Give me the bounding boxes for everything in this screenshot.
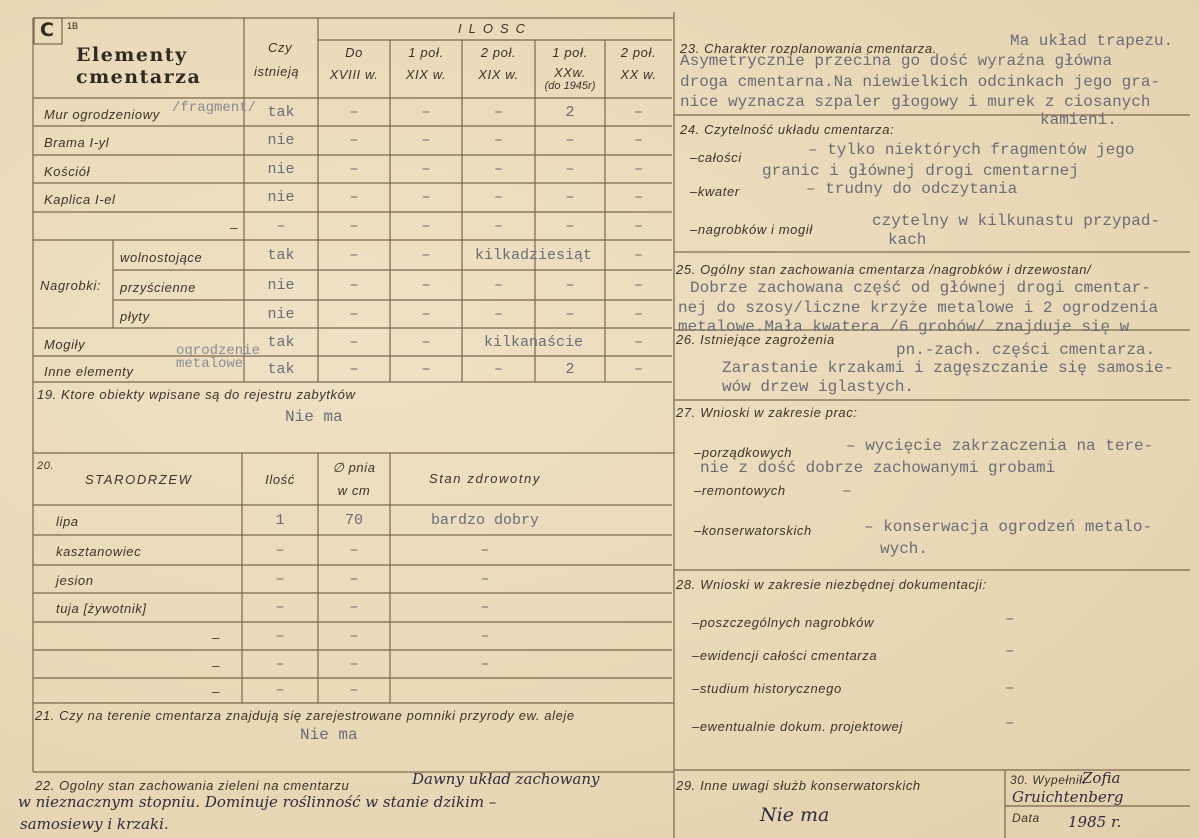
quantity-value: – — [633, 306, 643, 323]
quantity-value: – — [633, 334, 643, 351]
tree-diameter: – — [349, 628, 359, 645]
field26-value: wów drzew iglastych. — [722, 378, 915, 396]
count-header: Ilość — [265, 472, 295, 487]
column-header: Do — [345, 45, 363, 60]
calosci-label: –całości — [690, 150, 742, 165]
column-header: 1 poł. — [552, 45, 588, 60]
remontowych-value: – — [842, 482, 852, 500]
quantity-value: – — [493, 277, 503, 294]
tree-count: 1 — [275, 512, 285, 529]
field22-handwriting: w nieznacznym stopniu. Dominuje roślinność w stanie dzikim – — [18, 793, 497, 811]
field25-value: Dobrze zachowana część od głównej drogi cmentar- — [690, 279, 1151, 297]
row-label: Mogiły — [44, 337, 86, 352]
field25-label: 25. Ogólny stan zachowania cmentarza /nagrobków i drzewostan/ — [676, 263, 1092, 276]
quantity-value: kilkadziesiąt — [474, 247, 593, 264]
konserwatorskich-value: – konserwacja ogrodzeń metalo- — [864, 518, 1153, 536]
quantity-value: – — [349, 361, 359, 378]
field27-label: 27. Wnioski w zakresie prac: — [676, 405, 858, 420]
quantity-value: – — [633, 218, 643, 235]
field22-handwriting: Dawny układ zachowany — [412, 770, 600, 788]
quantity-value: – — [565, 132, 575, 149]
tree-condition: – — [480, 656, 490, 673]
tree-condition: bardzo dobry — [430, 512, 540, 529]
field23-value: Asymetrycznie przecina go dość wyraźna główna — [680, 52, 1113, 70]
field30-label: 30. Wypełnił: — [1010, 773, 1087, 787]
tree-condition: – — [480, 599, 490, 616]
column-header-note: (do 1945r) — [544, 80, 596, 92]
documentation-item-value: – — [1005, 610, 1015, 628]
quantity-value: – — [421, 218, 431, 235]
existence-value: tak — [267, 334, 295, 351]
column-header: 2 poł. — [620, 45, 657, 60]
quantity-value: – — [349, 132, 359, 149]
quantity-value: – — [565, 277, 575, 294]
date-value: 1985 r. — [1068, 813, 1122, 831]
tree-species: – — [212, 684, 220, 699]
calosci-value: granic i głównej drogi cmentarnej — [762, 162, 1079, 180]
column-header: XIX w. — [405, 67, 447, 82]
tree-count: – — [275, 656, 285, 673]
tree-count: – — [275, 542, 285, 559]
column-header: XXw. — [553, 65, 587, 80]
column-header: XX w. — [620, 67, 657, 82]
nagrobkow-value: czytelny w kilkunastu przypad- — [872, 212, 1161, 230]
field24-label: 24. Czytelność układu cmentarza: — [680, 122, 895, 137]
quantity-value: – — [565, 218, 575, 235]
tree-species: jesion — [56, 573, 94, 588]
existence-value: nie — [267, 277, 295, 294]
quantity-value: – — [421, 306, 431, 323]
quantity-value: – — [493, 189, 503, 206]
calosci-value: – tylko niektórych fragmentów jego — [808, 141, 1135, 159]
quantity-value: kilkanaście — [483, 334, 584, 351]
filled-by-name: Zofia — [1082, 769, 1121, 787]
column-header: 1 poł. — [408, 45, 444, 60]
field26-label: 26. Istniejące zagrożenia — [676, 332, 835, 347]
column-header: XIX w. — [478, 67, 519, 82]
kwater-label: –kwater — [690, 184, 740, 199]
quantity-value: – — [493, 218, 503, 235]
row-note: ogrodzenie metalowe — [176, 343, 261, 372]
quantity-value: – — [349, 161, 359, 178]
tree-diameter: – — [349, 682, 359, 699]
tree-species: tuja [żywotnik] — [56, 601, 147, 616]
tree-diameter: – — [349, 571, 359, 588]
quantity-value: 2 — [565, 361, 575, 378]
field21-label: 21. Czy na terenie cmentarza znajdują się zarejestrowane pomniki przyrody ew. aleje — [35, 708, 575, 723]
documentation-item-label: –ewidencji całości cmentarza — [692, 648, 878, 663]
quantity-value: – — [421, 104, 431, 121]
existence-value: tak — [267, 361, 295, 378]
tree-diameter: 70 — [344, 512, 363, 529]
tree-species: – — [212, 658, 220, 673]
tree-diameter: – — [349, 542, 359, 559]
quantity-value: – — [349, 247, 359, 264]
nagrobkow-value: kach — [888, 231, 927, 249]
date-label: Data — [1012, 811, 1040, 825]
existence-value: nie — [267, 306, 295, 323]
documentation-item-value: – — [1005, 642, 1015, 660]
konserwatorskich-value: wych. — [880, 540, 929, 558]
quantity-value: – — [421, 247, 431, 264]
czy-header: Czy — [268, 40, 293, 55]
tree-count: – — [275, 682, 285, 699]
quantity-value: – — [349, 104, 359, 121]
ilosc-header: ILOSC — [457, 21, 532, 36]
porzadkowych-label: –porządkowych — [694, 445, 793, 460]
field29-value: Nie ma — [760, 804, 830, 826]
konserwatorskich-label: –konserwatorskich — [694, 523, 812, 538]
kwater-value: – trudny do odczytania — [806, 180, 1018, 198]
existence-value: nie — [267, 132, 295, 149]
field23-value: nice wyznacza szpaler głogowy i murek z ciosanych — [680, 93, 1151, 111]
quantity-value: – — [633, 132, 643, 149]
nagrobki-label: Nagrobki: — [40, 278, 102, 293]
documentation-item-value: – — [1005, 714, 1015, 732]
column-header: XVIII w. — [329, 67, 379, 82]
field25-value: nej do szosy/liczne krzyże metalowe i 2 ogrodzenia — [678, 299, 1159, 317]
quantity-value: – — [493, 104, 503, 121]
tree-species: lipa — [56, 514, 79, 529]
row-label: – — [230, 220, 238, 235]
row-label: Kościół — [44, 164, 91, 179]
quantity-value: – — [349, 306, 359, 323]
field22-handwriting: samosiewy i krzaki. — [20, 815, 169, 833]
quantity-value: – — [421, 361, 431, 378]
tree-species: – — [212, 630, 220, 645]
column-header: 2 poł. — [480, 45, 517, 60]
quantity-value: – — [421, 161, 431, 178]
quantity-value: – — [349, 189, 359, 206]
quantity-value: – — [421, 277, 431, 294]
existence-value: tak — [267, 104, 295, 121]
tree-count: – — [275, 599, 285, 616]
tree-condition: – — [480, 571, 490, 588]
quantity-value: – — [633, 361, 643, 378]
field19-value: Nie ma — [285, 408, 343, 426]
documentation-item-label: –poszczególnych nagrobków — [692, 615, 874, 630]
existence-value: nie — [267, 189, 295, 206]
card-title-line1: Elementy — [76, 44, 188, 66]
porzadkowych-value: nie z dość dobrze zachowanymi grobami — [700, 459, 1056, 477]
diameter-unit-header: w cm — [337, 483, 371, 498]
documentation-item-label: –studium historycznego — [692, 681, 842, 696]
quantity-value: – — [349, 218, 359, 235]
quantity-value: – — [633, 104, 643, 121]
tree-species: kasztanowiec — [56, 544, 142, 559]
field23-value: Ma układ trapezu. — [1010, 32, 1174, 50]
field20-number: 20. — [37, 460, 55, 472]
quantity-value: – — [421, 189, 431, 206]
istnieja-header: istnieją — [254, 64, 300, 79]
quantity-value: – — [565, 306, 575, 323]
quantity-value: – — [349, 277, 359, 294]
condition-header: Stan zdrowotny — [428, 471, 541, 486]
existence-value: tak — [267, 247, 295, 264]
field25-value: metalowe.Mała kwatera /6 grobów/ znajduje się w — [678, 318, 1130, 336]
field23-value: droga cmentarna.Na niewielkich odcinkach jego gra- — [680, 73, 1161, 91]
field21-value: Nie ma — [300, 726, 358, 744]
remontowych-label: –remontowych — [694, 483, 786, 498]
starodrzew-header: STARODRZEW — [85, 472, 193, 487]
quantity-value: – — [493, 306, 503, 323]
filled-by-name: Gruichtenberg — [1012, 788, 1124, 806]
row-note: /fragment/ — [172, 100, 257, 116]
tree-diameter: – — [349, 599, 359, 616]
quantity-value: – — [633, 277, 643, 294]
section-superscript: 1B — [67, 21, 79, 31]
card-title-line2: cmentarza — [76, 66, 202, 88]
quantity-value: – — [565, 189, 575, 206]
quantity-value: – — [493, 361, 503, 378]
field29-label: 29. Inne uwagi służb konserwatorskich — [676, 778, 921, 793]
field19-label: 19. Ktore obiekty wpisane są do rejestru zabytków — [37, 387, 356, 402]
porzadkowych-value: – wycięcie zakrzaczenia na tere- — [846, 437, 1154, 455]
diameter-header: ∅ pnia — [332, 460, 376, 475]
quantity-value: – — [633, 161, 643, 178]
field26-value: Zarastanie krzakami i zagęszczanie się samosie- — [722, 359, 1174, 377]
quantity-value: – — [421, 132, 431, 149]
nagrobkow-label: –nagrobków i mogił — [690, 222, 813, 237]
existence-value: nie — [267, 161, 295, 178]
documentation-item-value: – — [1005, 679, 1015, 697]
row-label: Brama I-yl — [44, 135, 110, 150]
field28-label: 28. Wnioski w zakresie niezbędnej dokumentacji: — [676, 577, 987, 592]
row-label: przyścienne — [120, 280, 196, 295]
quantity-value: – — [421, 334, 431, 351]
documentation-item-label: –ewentualnie dokum. projektowej — [692, 719, 903, 734]
field23-label: 23. Charakter rozplanowania cmentarza. — [680, 41, 937, 56]
field25-value: pn.-zach. części cmentarza. — [896, 341, 1156, 359]
quantity-value: – — [565, 161, 575, 178]
field23-value: kamieni. — [1040, 111, 1117, 129]
quantity-value: – — [633, 189, 643, 206]
row-label: Inne elementy — [44, 364, 134, 379]
tree-diameter: – — [349, 656, 359, 673]
tree-condition: – — [480, 542, 490, 559]
quantity-value: – — [349, 334, 359, 351]
tree-count: – — [275, 571, 285, 588]
quantity-value: – — [493, 161, 503, 178]
quantity-value: – — [633, 247, 643, 264]
row-label: wolnostojące — [120, 250, 203, 265]
tree-condition: – — [480, 628, 490, 645]
field22-label: 22. Ogolny stan zachowania zieleni na cmentarzu — [35, 778, 350, 793]
tree-count: – — [275, 628, 285, 645]
existence-value: – — [276, 218, 286, 235]
row-label: Kaplica I-el — [44, 192, 116, 207]
row-label: Mur ogrodzeniowy — [44, 107, 160, 122]
row-label: płyty — [120, 309, 150, 324]
section-letter: C — [40, 19, 54, 41]
quantity-value: 2 — [565, 104, 575, 121]
quantity-value: – — [493, 132, 503, 149]
